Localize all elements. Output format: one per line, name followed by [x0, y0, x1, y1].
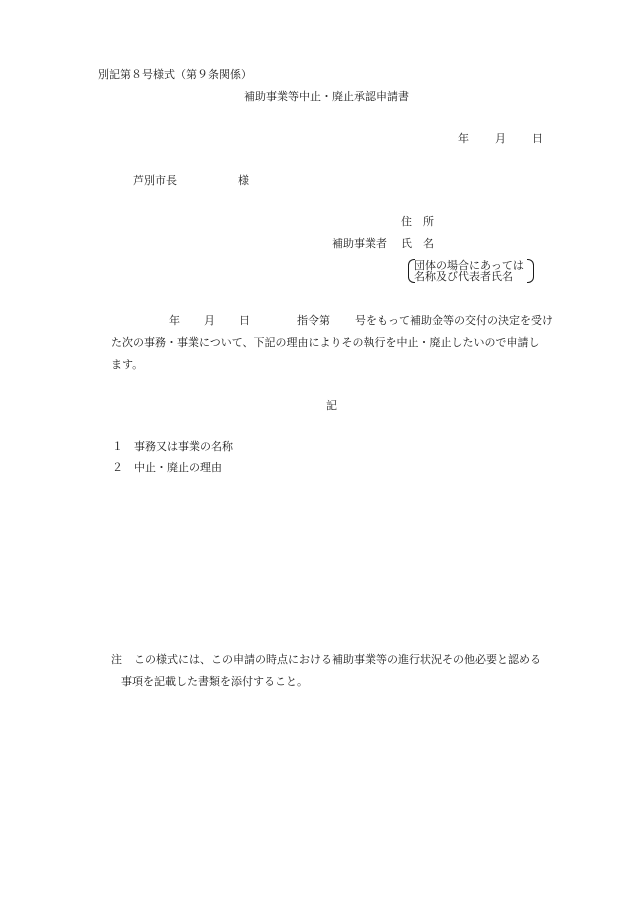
organization-note — [408, 259, 534, 283]
ref-day-label: 日 — [239, 314, 250, 327]
organization-note-line2: 名称及び代表者氏名 — [414, 270, 513, 283]
name-label: 氏 名 — [401, 237, 434, 250]
date-month-label: 月 — [495, 132, 506, 145]
item-2-number: ２ — [112, 461, 123, 474]
ref-directive-label: 指令第 — [297, 314, 330, 327]
body-line2: た次の事務・事業について、下記の理由によりその執行を中止・廃止したいので申請し — [111, 336, 540, 349]
note-line1: この様式には、この申請の時点における補助事業等の進行状況その他必要と認める — [134, 653, 541, 666]
applicant-role-label: 補助事業者 — [332, 237, 387, 250]
right-bracket — [527, 259, 534, 283]
body-line1-tail: 号をもって補助金等の交付の決定を受け — [355, 314, 553, 327]
item-1-label: 事務又は事業の名称 — [134, 440, 233, 453]
body-line3: ます。 — [111, 358, 144, 371]
item-1-number: １ — [112, 440, 123, 453]
organization-note-line1: 団体の場合にあっては — [414, 259, 524, 272]
item-2-label: 中止・廃止の理由 — [134, 461, 222, 474]
note-marker: 注 — [111, 653, 122, 666]
ref-year-label: 年 — [169, 314, 180, 327]
document-title: 補助事業等中止・廃止承認申請書 — [244, 90, 409, 103]
addressee-name: 芦別市長 — [133, 174, 177, 187]
date-day-label: 日 — [532, 132, 543, 145]
ki-heading: 記 — [326, 399, 337, 412]
addressee-honorific: 様 — [238, 174, 249, 187]
note-line2: 事項を記載した書類を添付すること。 — [121, 675, 308, 688]
address-label: 住 所 — [401, 215, 434, 228]
ref-month-label: 月 — [204, 314, 215, 327]
form-number: 別記第８号様式（第９条関係） — [98, 68, 252, 81]
date-year-label: 年 — [458, 132, 469, 145]
